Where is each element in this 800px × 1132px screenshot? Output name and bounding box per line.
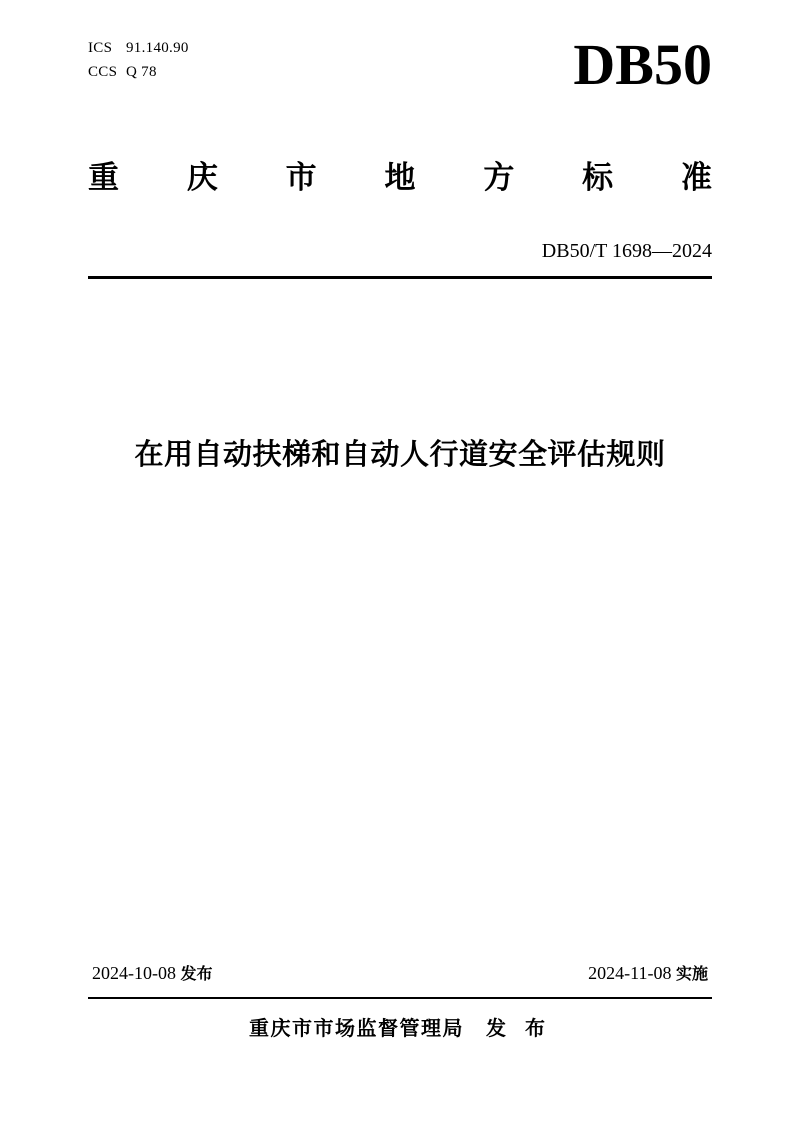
release-date: 2024-10-08 — [92, 963, 176, 983]
standard-number: DB50/T 1698—2024 — [541, 240, 712, 262]
publisher-line — [0, 1013, 800, 1043]
db50-logo: DB50 — [573, 32, 712, 97]
release-date-block — [92, 960, 213, 987]
ics-value: 91.140.90 — [126, 40, 189, 56]
standard-series-title: 重 庆 市 地 方 标 准 — [88, 160, 712, 196]
footer-dates — [88, 960, 712, 986]
effective-label: 实施 — [675, 964, 708, 983]
release-label: 发布 — [180, 964, 213, 983]
effective-date-block — [588, 960, 708, 987]
ics-line — [88, 36, 189, 60]
footer-divider — [88, 997, 712, 999]
header-zone — [88, 32, 712, 116]
effective-date: 2024-11-08 — [588, 963, 672, 983]
ics-label: ICS — [88, 40, 113, 56]
header-divider — [88, 276, 712, 279]
ccs-label: CCS — [88, 64, 118, 80]
ccs-line — [88, 60, 189, 84]
ccs-value: Q 78 — [126, 64, 157, 80]
publisher-name: 重庆市市场监督管理局 — [249, 1016, 465, 1040]
document-title: 在用自动扶梯和自动人行道安全评估规则 — [134, 437, 666, 471]
classification-codes — [88, 36, 189, 84]
publisher-action: 发 布 — [486, 1016, 551, 1040]
